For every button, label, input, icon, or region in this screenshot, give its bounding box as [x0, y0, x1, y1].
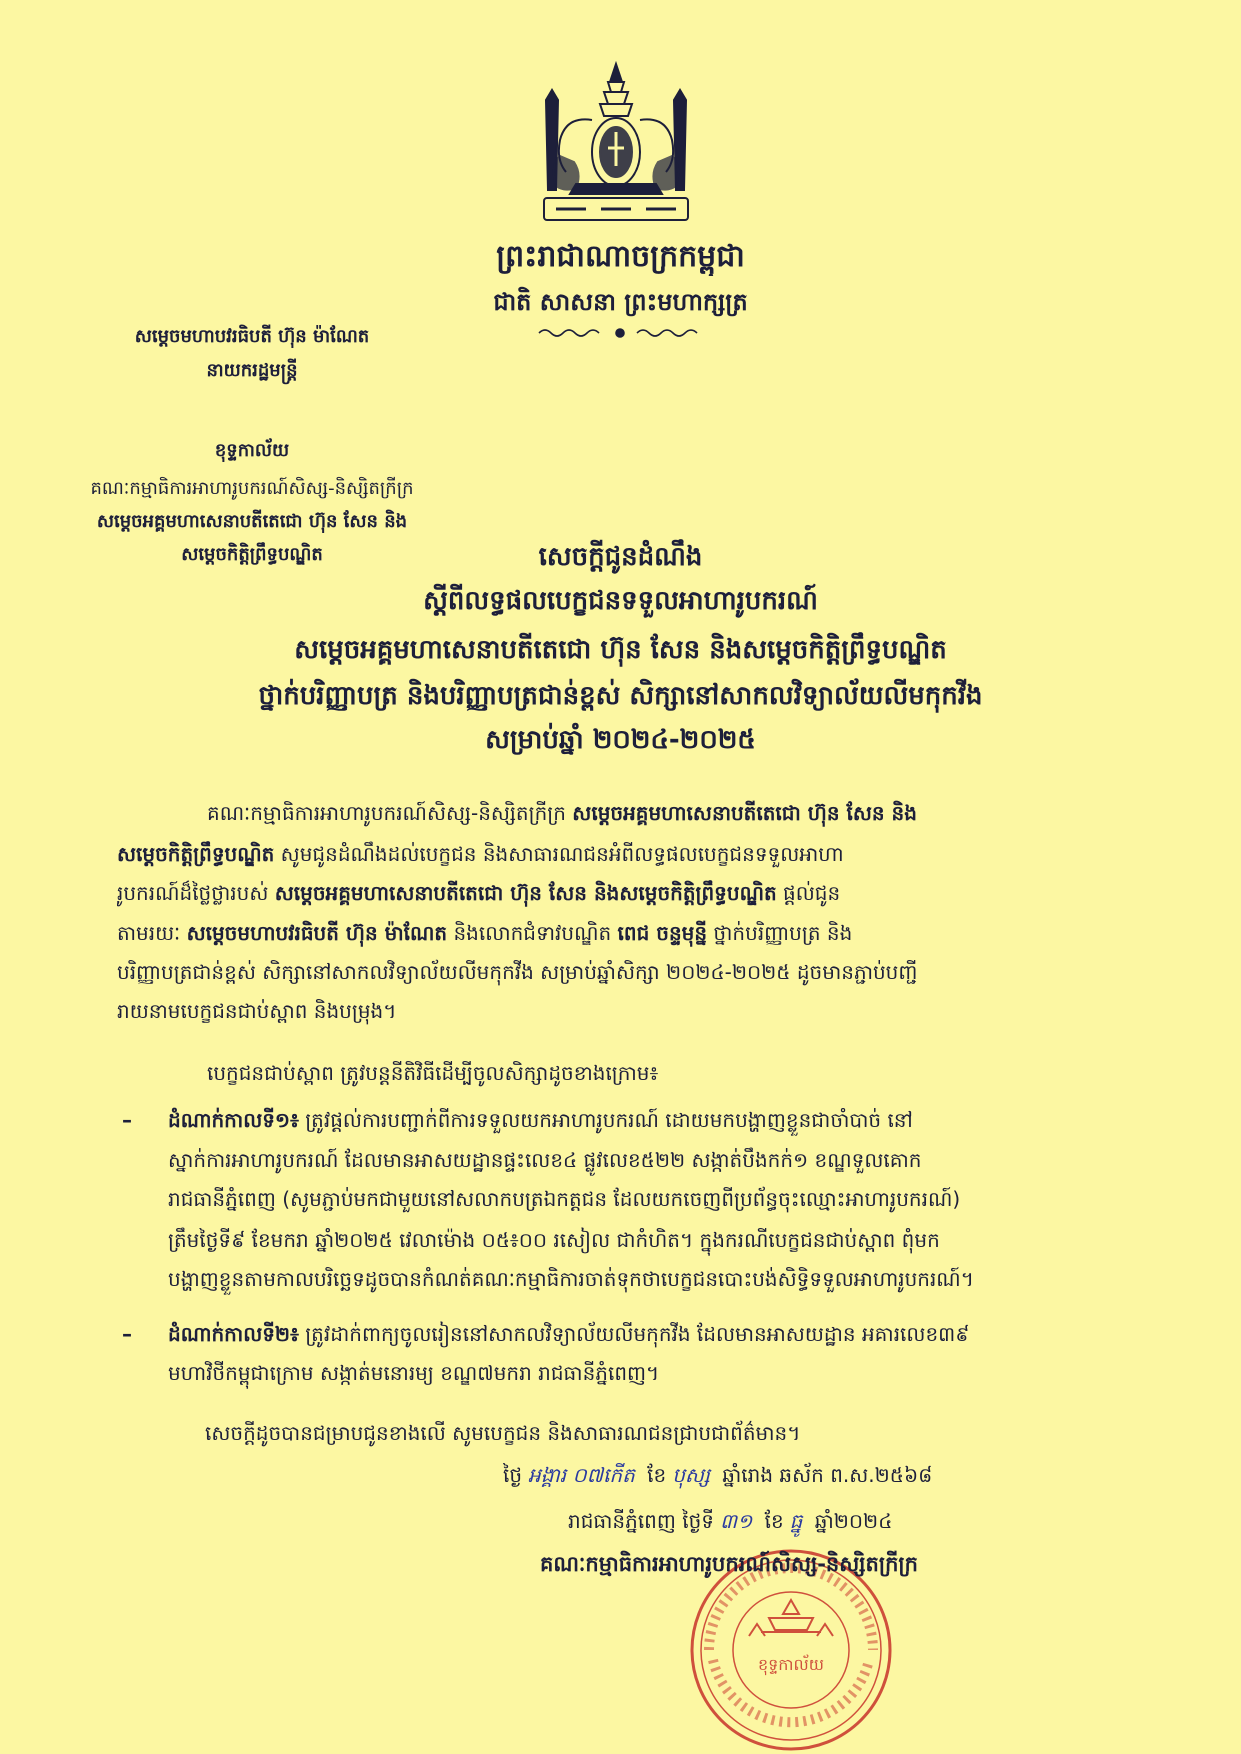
step-line: បង្ហាញខ្លួនតាមកាលបរិច្ឆេទដូចបានកំណត់គណៈកម្មាធិការចាត់ទុកថាបេក្ខជនបោះបង់សិទ្ធិទទួលអាហារូបករណ៍។: [168, 1267, 974, 1291]
handwritten-day: អង្គារ ០៧កើត: [528, 1463, 635, 1487]
notice-subtitle: សម្តេចអគ្គមហាសេនាបតីតេជោ ហ៊ុន សែន និងសម្តេចកិត្តិព្រឹទ្ធបណ្ឌិត: [294, 635, 947, 665]
body-line: [117, 953, 1195, 991]
solar-date-line: [568, 1502, 1188, 1540]
step-label: ដំណាក់កាលទី១៖: [168, 1108, 299, 1132]
bullet-dash: –: [122, 1108, 132, 1132]
kingdom-heading: ព្រះរាជាណាចក្រកម្ពុជា: [496, 239, 745, 274]
text-segment: សូមជូនដំណឹងដល់បេក្ខជន និងសាធារណជនអំពីលទ្ធផលបេក្ខជនទទួលអាហា: [274, 842, 844, 866]
body-line: [207, 794, 1195, 832]
body-line: [117, 992, 1195, 1030]
handwritten-month: ធ្នូ: [789, 1509, 803, 1533]
year: ឆ្នាំ២០២៤: [814, 1509, 893, 1533]
coat-of-arms-emblem: [526, 60, 706, 228]
date-label: ខែ: [647, 1463, 667, 1487]
notice-subtitle: ស្តីពីលទ្ធផលបេក្ខជនទទួលអាហារូបករណ៍: [423, 586, 818, 616]
step-line: [168, 1315, 1195, 1353]
name-segment: សម្តេចអគ្គមហាសេនាបតីតេជោ ហ៊ុន សែន និងសម្តេចកិត្តិព្រឹទ្ធបណ្ឌិត: [274, 881, 777, 905]
date-label: ខែ: [764, 1509, 784, 1533]
step-line: រាជធានីភ្នំពេញ (សូមភ្ជាប់មកជាមួយនៅសលាកបត្រឯកត្តជន ដែលយកចេញពីប្រព័ន្ធចុះឈ្មោះអាហារូបករណ៍): [168, 1187, 961, 1211]
procedure-intro: បេក្ខជនជាប់ស្ពាព ត្រូវបន្តនីតិវិធីដើម្បីចូលសិក្សាដូចខាងក្រោម៖: [207, 1061, 659, 1085]
step-text: ត្រូវដាក់ពាក្យចូលរៀននៅសាកលវិទ្យាល័យលីមកុកវីង ដែលមានអាសយដ្ឋាន អគារលេខ៣៩: [298, 1322, 970, 1346]
step-label: ដំណាក់កាលទី២៖: [168, 1322, 299, 1346]
text-segment: រូបករណ៍ដ៏ថ្លៃថ្លារបស់: [117, 881, 275, 905]
handwritten-month: បុស្ស: [672, 1463, 710, 1487]
text-segment: ថ្នាក់បរិញ្ញាបត្រ និង: [707, 921, 853, 945]
name-segment: សម្តេចមហាបវរធិបតី ហ៊ុន ម៉ាណែត: [186, 921, 448, 945]
ornament-divider: [535, 326, 705, 340]
text-segment: និងលោកជំទាវបណ្ឌិត: [447, 921, 618, 945]
committee-line: គណៈកម្មាធិការអាហារូបករណ៍សិស្ស-និស្សិតក្រីក្រ: [90, 478, 414, 499]
name-segment: ពេជ ចន្ទមុន្នី: [617, 921, 708, 945]
body-line: [117, 874, 1195, 912]
notice-subtitle: ថ្នាក់បរិញ្ញាបត្រ និងបរិញ្ញាបត្រជាន់ខ្ពស់ សិក្សានៅសាកលវិទ្យាល័យលីមកុកវីង: [258, 681, 983, 711]
text-segment: ផ្តល់ជូន: [776, 881, 841, 905]
step-line: ត្រឹមថ្ងៃទី៩ ខែមករា ឆ្នាំ២០២៥ វេលាម៉ោង ០៥៖០០ រសៀល ជាកំហិត។ ក្នុងករណីបេក្ខជនជាប់ស្ពាព ពុំមក: [168, 1228, 940, 1252]
handwritten-day: ៣១: [720, 1509, 753, 1533]
step-text: ត្រូវផ្តល់ការបញ្ជាក់ពីការទទួលយកអាហារូបករណ៍ ដោយមកបង្ហាញខ្លួនជាចាំបាច់ នៅ: [298, 1108, 913, 1132]
committee-line: សម្តេចកិត្តិព្រឹទ្ធបណ្ឌិត: [181, 544, 323, 565]
lunar-date-line: [503, 1456, 1203, 1494]
text-segment: តាមរយៈ: [117, 921, 187, 945]
sender-position: នាយករដ្ឋមន្ត្រី: [206, 360, 298, 381]
signatory-committee: គណៈកម្មាធិការអាហារូបករណ៍សិស្ស-និស្សិតក្រីក្រ: [540, 1552, 919, 1576]
sender-office: ខុទ្ទកាល័យ: [214, 440, 290, 461]
sender-title: សម្តេចមហាបវរធិបតី ហ៊ុន ម៉ាណែត: [134, 326, 370, 347]
step-line: មហាវិថីកម្ពុជាក្រោម សង្កាត់មនោរម្យ ខណ្ឌ៧មករា រាជធានីភ្នំពេញ។: [168, 1361, 660, 1385]
date-label: រាជធានីភ្នំពេញ ថ្ងៃទី: [568, 1509, 715, 1533]
bullet-dash: –: [122, 1322, 132, 1346]
body-line: [117, 914, 1195, 952]
lunar-year: ឆ្នាំរោង ឆស័ក ព.ស.២៥៦៨: [722, 1463, 933, 1487]
date-label: ថ្ងៃ: [503, 1463, 523, 1487]
national-motto: ជាតិ សាសនា ព្រះមហាក្សត្រ: [493, 288, 748, 316]
notice-title: សេចក្តីជូនដំណឹង: [538, 542, 703, 572]
text-segment: គណៈកម្មាធិការអាហារូបករណ៍សិស្ស-និស្សិតក្រីក្រ: [207, 801, 573, 825]
closing-line: សេចក្តីដូចបានជម្រាបជូនខាងលើ សូមបេក្ខជន និងសាធារណជនជ្រាបជាព័ត៌មាន។: [205, 1421, 801, 1445]
text-segment: រាយនាមបេក្ខជនជាប់ស្ពាព និងបម្រុង។: [117, 999, 397, 1023]
body-line: [117, 835, 1195, 873]
text-segment: បរិញ្ញាបត្រជាន់ខ្ពស់ សិក្សានៅសាកលវិទ្យាល័យលីមកុកវីង សម្រាប់ឆ្នាំសិក្សា ២០២៤-២០២៥ ដូចមានភ្ជាប់បញ្ជី: [117, 960, 918, 984]
notice-subtitle: សម្រាប់ឆ្នាំ ២០២៤-២០២៥: [485, 725, 756, 755]
name-segment: សម្តេចកិត្តិព្រឹទ្ធបណ្ឌិត: [117, 842, 275, 866]
step-line: ស្នាក់ការអាហារូបករណ៍ ដែលមានអាសយដ្ឋានផ្ទះលេខ៤ ផ្លូវលេខ៥២២ សង្កាត់បឹងកក់១ ខណ្ឌទួលគោក: [168, 1148, 922, 1172]
step-line: [168, 1101, 1195, 1139]
committee-line: សម្តេចអគ្គមហាសេនាបតីតេជោ ហ៊ុន សែន និង: [96, 511, 408, 532]
stamp-center-text: ខុទ្ទកាល័យ: [757, 1655, 825, 1674]
name-segment: សម្តេចអគ្គមហាសេនាបតីតេជោ ហ៊ុន សែន និង: [572, 801, 917, 825]
